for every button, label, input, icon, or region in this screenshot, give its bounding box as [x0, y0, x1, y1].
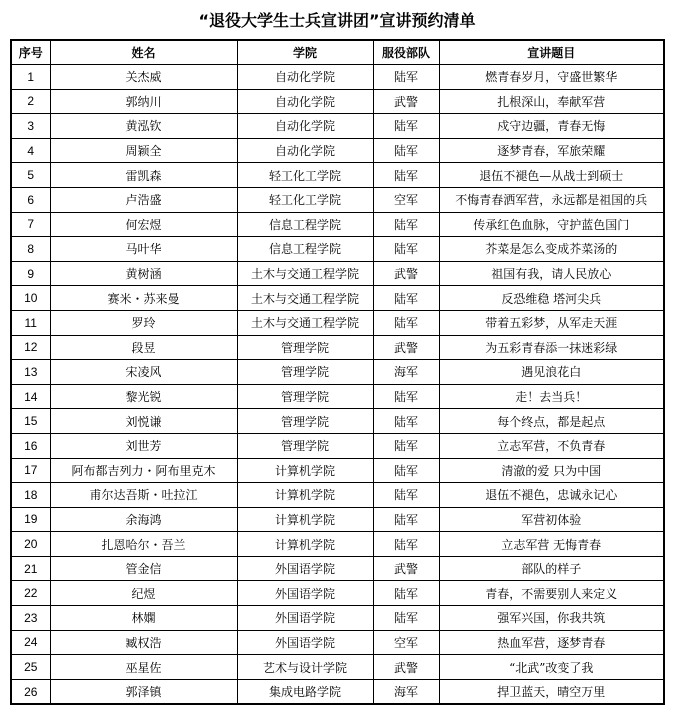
header-unit: 服役部队: [373, 40, 439, 65]
cell-name: 罗玲: [50, 310, 237, 335]
cell-name: 郭泽镇: [50, 679, 237, 704]
table-row: [11, 65, 664, 90]
cell-college: 管理学院: [237, 433, 373, 458]
cell-unit: 陆军: [373, 286, 439, 311]
cell-index: 25: [11, 655, 50, 680]
cell-college: 管理学院: [237, 384, 373, 409]
cell-index: 19: [11, 507, 50, 532]
table-row: [11, 483, 664, 508]
table-body: [11, 65, 664, 705]
table-header-row: [11, 40, 664, 65]
cell-college: 外国语学院: [237, 630, 373, 655]
cell-topic: 扎根深山，奉献军营: [439, 89, 664, 114]
cell-college: 自动化学院: [237, 114, 373, 139]
cell-unit: 空军: [373, 187, 439, 212]
cell-name: 纪煜: [50, 581, 237, 606]
cell-name: 刘世芳: [50, 433, 237, 458]
table-row: [11, 384, 664, 409]
cell-index: 6: [11, 187, 50, 212]
cell-college: 信息工程学院: [237, 237, 373, 262]
cell-name: 管金信: [50, 556, 237, 581]
cell-topic: 军营初体验: [439, 507, 664, 532]
cell-index: 5: [11, 163, 50, 188]
cell-topic: 清澈的爱 只为中国: [439, 458, 664, 483]
cell-index: 11: [11, 310, 50, 335]
cell-name: 何宏煜: [50, 212, 237, 237]
cell-college: 计算机学院: [237, 532, 373, 557]
cell-index: 15: [11, 409, 50, 434]
table-row: [11, 310, 664, 335]
cell-topic: 不悔青春洒军营，永远都是祖国的兵: [439, 187, 664, 212]
cell-name: 巫星佐: [50, 655, 237, 680]
cell-name: 甫尔达吾斯・吐拉江: [50, 483, 237, 508]
cell-college: 信息工程学院: [237, 212, 373, 237]
cell-unit: 陆军: [373, 483, 439, 508]
cell-name: 黄树涵: [50, 261, 237, 286]
table-row: [11, 433, 664, 458]
cell-unit: 陆军: [373, 606, 439, 631]
cell-college: 艺术与设计学院: [237, 655, 373, 680]
booking-table: [10, 39, 665, 705]
table-row: [11, 335, 664, 360]
header-index: 序号: [11, 40, 50, 65]
cell-topic: “北武”改变了我: [439, 655, 664, 680]
cell-index: 4: [11, 138, 50, 163]
cell-unit: 陆军: [373, 163, 439, 188]
table-row: [11, 237, 664, 262]
cell-topic: 戍守边疆，青春无悔: [439, 114, 664, 139]
cell-college: 外国语学院: [237, 606, 373, 631]
cell-college: 土木与交通工程学院: [237, 261, 373, 286]
cell-unit: 海军: [373, 360, 439, 385]
header-name: 姓名: [50, 40, 237, 65]
table-row: [11, 261, 664, 286]
cell-unit: 陆军: [373, 138, 439, 163]
table-row: [11, 507, 664, 532]
cell-unit: 武警: [373, 89, 439, 114]
cell-topic: 芥菜是怎么变成芥菜汤的: [439, 237, 664, 262]
table-row: [11, 606, 664, 631]
cell-index: 16: [11, 433, 50, 458]
cell-college: 计算机学院: [237, 458, 373, 483]
cell-unit: 武警: [373, 655, 439, 680]
cell-index: 8: [11, 237, 50, 262]
cell-unit: 陆军: [373, 114, 439, 139]
cell-name: 关杰威: [50, 65, 237, 90]
cell-topic: 部队的样子: [439, 556, 664, 581]
table-row: [11, 138, 664, 163]
table-row: [11, 187, 664, 212]
cell-name: 扎恩哈尔・吾兰: [50, 532, 237, 557]
cell-name: 刘悦谦: [50, 409, 237, 434]
cell-topic: 为五彩青春添一抹迷彩绿: [439, 335, 664, 360]
cell-name: 赛米・苏来曼: [50, 286, 237, 311]
cell-topic: 走！去当兵！: [439, 384, 664, 409]
cell-name: 宋凌风: [50, 360, 237, 385]
cell-name: 周颖全: [50, 138, 237, 163]
cell-unit: 海军: [373, 679, 439, 704]
cell-topic: 燃青春岁月，守盛世繁华: [439, 65, 664, 90]
cell-index: 7: [11, 212, 50, 237]
cell-unit: 陆军: [373, 65, 439, 90]
table-row: [11, 212, 664, 237]
cell-name: 林嫻: [50, 606, 237, 631]
cell-college: 外国语学院: [237, 581, 373, 606]
cell-index: 9: [11, 261, 50, 286]
cell-index: 26: [11, 679, 50, 704]
cell-index: 14: [11, 384, 50, 409]
cell-name: 黎光锐: [50, 384, 237, 409]
cell-index: 3: [11, 114, 50, 139]
table-row: [11, 286, 664, 311]
cell-name: 马叶华: [50, 237, 237, 262]
table-row: [11, 556, 664, 581]
cell-name: 郭纳川: [50, 89, 237, 114]
cell-college: 自动化学院: [237, 89, 373, 114]
cell-topic: 逐梦青春，军旅荣耀: [439, 138, 664, 163]
table-row: [11, 581, 664, 606]
table-row: [11, 458, 664, 483]
cell-topic: 青春，不需要别人来定义: [439, 581, 664, 606]
cell-topic: 退伍不褪色—从战士到硕士: [439, 163, 664, 188]
cell-name: 段昱: [50, 335, 237, 360]
header-topic: 宣讲题目: [439, 40, 664, 65]
table-row: [11, 89, 664, 114]
cell-topic: 带着五彩梦，从军走天涯: [439, 310, 664, 335]
cell-unit: 武警: [373, 335, 439, 360]
table-row: [11, 532, 664, 557]
cell-unit: 陆军: [373, 310, 439, 335]
cell-unit: 陆军: [373, 212, 439, 237]
cell-topic: 热血军营，逐梦青春: [439, 630, 664, 655]
cell-index: 24: [11, 630, 50, 655]
cell-name: 卢浩盛: [50, 187, 237, 212]
cell-topic: 强军兴国，你我共筑: [439, 606, 664, 631]
table-row: [11, 630, 664, 655]
cell-unit: 武警: [373, 556, 439, 581]
cell-index: 20: [11, 532, 50, 557]
cell-unit: 陆军: [373, 458, 439, 483]
table-row: [11, 655, 664, 680]
cell-name: 臧权浩: [50, 630, 237, 655]
cell-name: 黄泓钦: [50, 114, 237, 139]
cell-index: 13: [11, 360, 50, 385]
cell-topic: 祖国有我，请人民放心: [439, 261, 664, 286]
cell-name: 余海鸿: [50, 507, 237, 532]
cell-index: 22: [11, 581, 50, 606]
cell-index: 17: [11, 458, 50, 483]
cell-topic: 立志军营 无悔青春: [439, 532, 664, 557]
cell-college: 土木与交通工程学院: [237, 286, 373, 311]
cell-index: 18: [11, 483, 50, 508]
cell-college: 轻工化工学院: [237, 163, 373, 188]
page-title: “退役大学生士兵宣讲团”宣讲预约清单: [198, 11, 476, 30]
cell-college: 土木与交通工程学院: [237, 310, 373, 335]
cell-index: 23: [11, 606, 50, 631]
cell-college: 轻工化工学院: [237, 187, 373, 212]
table-row: [11, 163, 664, 188]
cell-name: 阿布都吉列力・阿布里克木: [50, 458, 237, 483]
cell-index: 10: [11, 286, 50, 311]
cell-college: 管理学院: [237, 360, 373, 385]
header-college: 学院: [237, 40, 373, 65]
cell-index: 2: [11, 89, 50, 114]
cell-unit: 陆军: [373, 237, 439, 262]
table-row: [11, 360, 664, 385]
cell-name: 雷凯森: [50, 163, 237, 188]
cell-college: 计算机学院: [237, 483, 373, 508]
cell-unit: 空军: [373, 630, 439, 655]
cell-unit: 陆军: [373, 581, 439, 606]
cell-unit: 陆军: [373, 507, 439, 532]
cell-college: 自动化学院: [237, 138, 373, 163]
cell-college: 管理学院: [237, 409, 373, 434]
cell-college: 集成电路学院: [237, 679, 373, 704]
cell-unit: 陆军: [373, 433, 439, 458]
cell-college: 计算机学院: [237, 507, 373, 532]
cell-unit: 武警: [373, 261, 439, 286]
cell-topic: 立志军营，不负青春: [439, 433, 664, 458]
cell-unit: 陆军: [373, 409, 439, 434]
cell-topic: 传承红色血脉，守护蓝色国门: [439, 212, 664, 237]
cell-index: 21: [11, 556, 50, 581]
cell-topic: 遇见浪花白: [439, 360, 664, 385]
cell-index: 1: [11, 65, 50, 90]
table-row: [11, 409, 664, 434]
cell-topic: 每个终点，都是起点: [439, 409, 664, 434]
cell-college: 外国语学院: [237, 556, 373, 581]
cell-unit: 陆军: [373, 384, 439, 409]
cell-college: 自动化学院: [237, 65, 373, 90]
cell-topic: 退伍不褪色，忠诚永记心: [439, 483, 664, 508]
cell-topic: 捍卫蓝天，晴空万里: [439, 679, 664, 704]
table-row: [11, 114, 664, 139]
table-row: [11, 679, 664, 704]
cell-topic: 反恐维稳 塔河尖兵: [439, 286, 664, 311]
cell-unit: 陆军: [373, 532, 439, 557]
cell-college: 管理学院: [237, 335, 373, 360]
cell-index: 12: [11, 335, 50, 360]
